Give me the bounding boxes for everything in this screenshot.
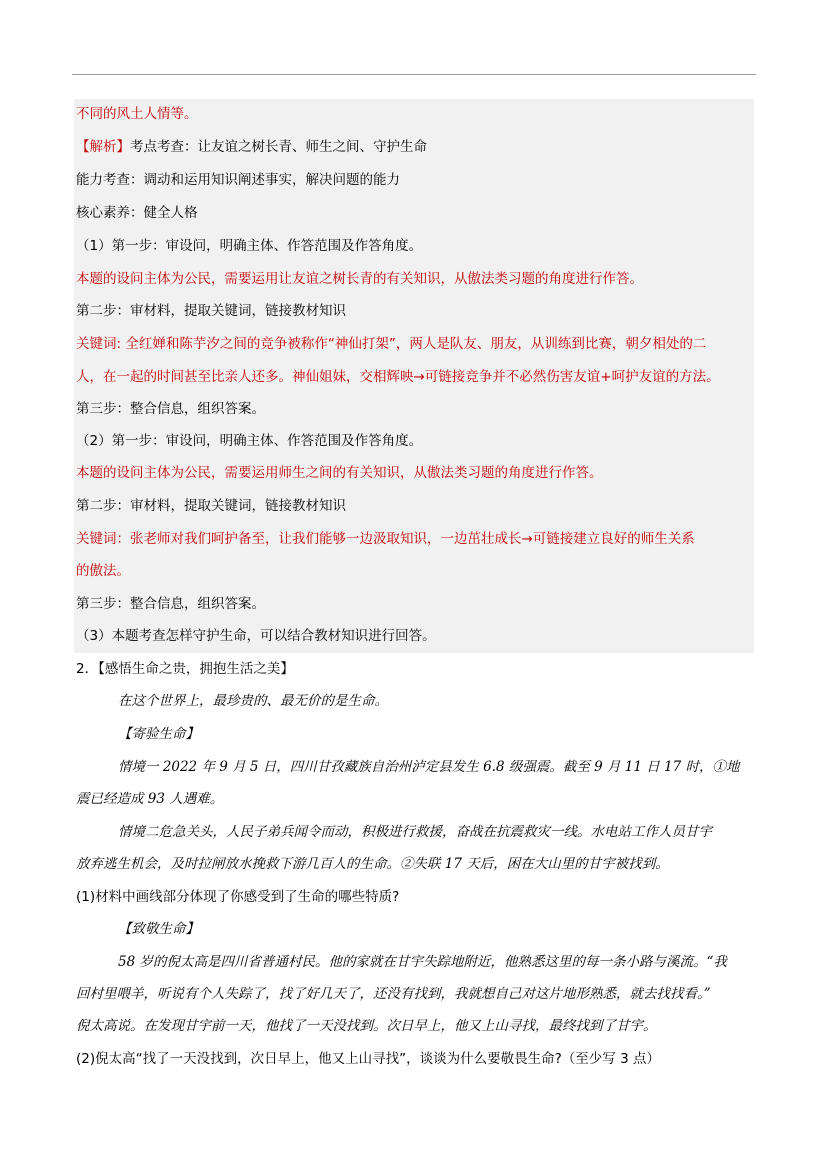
scene-text: 情境一 2022 年 9 月 5 日，四川甘孜藏族自治州泸定县发生 6.8 级强震。截至 9 月 11 日 17 时，①地 bbox=[118, 759, 740, 775]
answer-line: （1）第一步：审设问，明确主体、作答范围及作答角度。 bbox=[76, 238, 423, 254]
answer-line: 人，在一起的时间甚至比亲人还多。神仙姐妹，交相辉映→可链接竞争并不必然伤害友谊+呵护友谊的方法。 bbox=[76, 369, 720, 385]
story-text: 58 岁的倪太高是四川省普通村民。他的家就在甘宇失踪地附近，他熟悉这里的每一条小路与溪流。“我 bbox=[118, 954, 727, 970]
answer-line: 第二步：审材料，提取关键词，链接教材知识 bbox=[76, 498, 346, 514]
analysis-tag: 【解析】 bbox=[76, 139, 130, 155]
scene-text: 情境二危急关头，人民子弟兵闻令而动，积极进行救援，奋战在抗震救灾一线。水电站工作人员甘宇 bbox=[118, 824, 712, 840]
answer-line: 本题的设问主体为公民，需要运用让友谊之树长青的有关知识，从傲法类习题的角度进行作答。 bbox=[76, 271, 643, 287]
section-title: 【致敬生命】 bbox=[118, 921, 199, 937]
story-text: 回村里喂羊，听说有个人失踪了，找了好几天了，还没有找到，我就想自己对这片地形熟悉，就去找找看。” bbox=[76, 986, 711, 1002]
header-rule bbox=[72, 74, 756, 75]
answer-line: 关键词：张老师对我们呵护备至，让我们能够一边汲取知识，一边茁壮成长→可链接建立良好的师生关系 bbox=[76, 531, 695, 547]
sub-question: (1)材料中画线部分体现了你感受到了生命的哪些特质? bbox=[76, 889, 400, 905]
answer-line: 第三步：整合信息，组织答案。 bbox=[76, 401, 265, 417]
scene-text: 震已经造成 93 人遇难。 bbox=[76, 791, 224, 807]
answer-line: 第二步：审材料，提取关键词，链接教材知识 bbox=[76, 303, 346, 319]
answer-line: 的傲法。 bbox=[76, 563, 130, 579]
answer-line: 能力考查：调动和运用知识阐述事实，解决问题的能力 bbox=[76, 172, 400, 188]
analysis-line bbox=[76, 137, 427, 157]
analysis-text: 考点考查：让友谊之树长青、师生之间、守护生命 bbox=[130, 139, 427, 155]
answer-line: （3）本题考查怎样守护生命，可以结合教材知识进行回答。 bbox=[76, 628, 436, 644]
answer-line: 关键词: 全红婵和陈芋汐之间的竞争被称作“神仙打架”，两人是队友、朋友，从训练到比赛，朝夕相处的二 bbox=[76, 336, 707, 352]
section-title: 【寄验生命】 bbox=[118, 726, 199, 742]
answer-line: （2）第一步：审设问，明确主体、作答范围及作答角度。 bbox=[76, 433, 423, 449]
question-heading: 2．【感悟生命之贵，拥抱生活之美】 bbox=[76, 661, 294, 677]
answer-line: 第三步：整合信息，组织答案。 bbox=[76, 596, 265, 612]
scene-text: 放弃逃生机会，及时拉闸放水挽救下游几百人的生命。②失联 17 天后，困在大山里的甘宇被找到。 bbox=[76, 856, 669, 872]
answer-line: 不同的风土人情等。 bbox=[76, 106, 198, 122]
answer-line: 核心素养：健全人格 bbox=[76, 205, 198, 221]
sub-question: (2)倪太高“找了一天没找到，次日早上，他又上山寻找”，谈谈为什么要敬畏生命?（至少写 3 点） bbox=[76, 1051, 660, 1067]
answer-line: 本题的设问主体为公民，需要运用师生之间的有关知识，从傲法类习题的角度进行作答。 bbox=[76, 465, 603, 481]
intro-text: 在这个世界上，最珍贵的、最无价的是生命。 bbox=[118, 693, 388, 709]
story-text: 倪太高说。在发现甘宇前一天，他找了一天没找到。次日早上，他又上山寻找，最终找到了甘宇。 bbox=[76, 1018, 657, 1034]
